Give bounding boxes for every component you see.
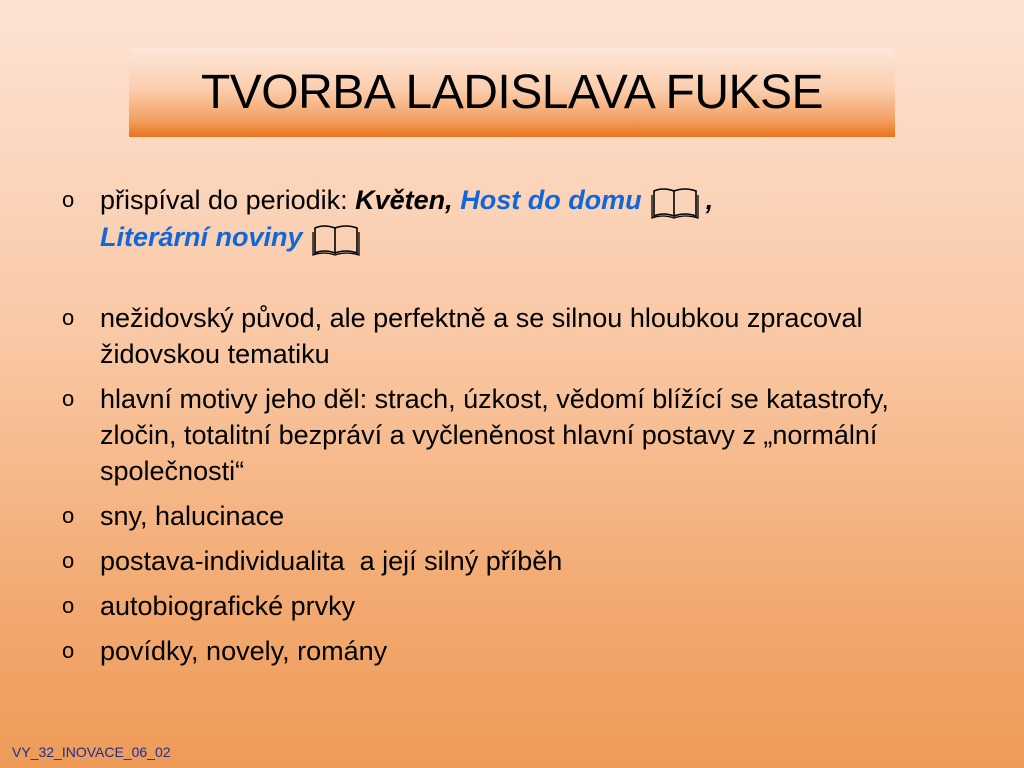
bullet-marker: o xyxy=(62,547,75,573)
title-bar xyxy=(129,48,895,137)
slide-footer-code: VY_32_INOVACE_06_02 xyxy=(12,744,171,760)
list-item xyxy=(60,498,960,534)
periodicals-prefix: přispíval do periodik: xyxy=(100,185,356,215)
book-icon[interactable] xyxy=(650,185,700,219)
bullet-marker: o xyxy=(62,637,75,663)
bullet-marker: o xyxy=(62,304,75,330)
list-item-text: sny, halucinace xyxy=(100,500,285,531)
bullet-marker: o xyxy=(62,502,75,528)
list-item xyxy=(60,381,960,489)
list-item-text: nežidovský původ, ale perfektně a se silnou hloubkou zpracoval židovskou tematiku xyxy=(100,302,863,369)
periodical-host-do-domu-link[interactable]: Host do domu xyxy=(460,185,642,215)
slide-title: TVORBA LADISLAVA FUKSE xyxy=(200,66,824,119)
list-item xyxy=(60,588,960,624)
list-item xyxy=(60,633,960,669)
periodical-literarni-noviny-link[interactable]: Literární noviny xyxy=(100,221,303,252)
list-item xyxy=(60,543,960,579)
book-icon[interactable] xyxy=(311,222,361,256)
periodical-separator: , xyxy=(705,185,714,215)
bullet-marker: o xyxy=(62,592,75,618)
bullet-marker: o xyxy=(62,187,75,212)
list-item-text: hlavní motivy jeho děl: strach, úzkost, vědomí blížící se katastrofy, zločin, totalitní bezpráví a vyčleněnost hlavní postavy z „normální společnosti“ xyxy=(100,383,889,486)
bullet-marker: o xyxy=(62,385,75,411)
bullet-list xyxy=(60,182,960,678)
periodical-kveten: Květen, xyxy=(355,185,453,215)
list-item-text: autobiografické prvky xyxy=(100,590,356,621)
list-item xyxy=(60,300,960,372)
list-item-text: povídky, novely, romány xyxy=(100,635,388,666)
list-item-text: postava-individualita a její silný příběh xyxy=(100,545,563,576)
list-item xyxy=(60,182,960,256)
